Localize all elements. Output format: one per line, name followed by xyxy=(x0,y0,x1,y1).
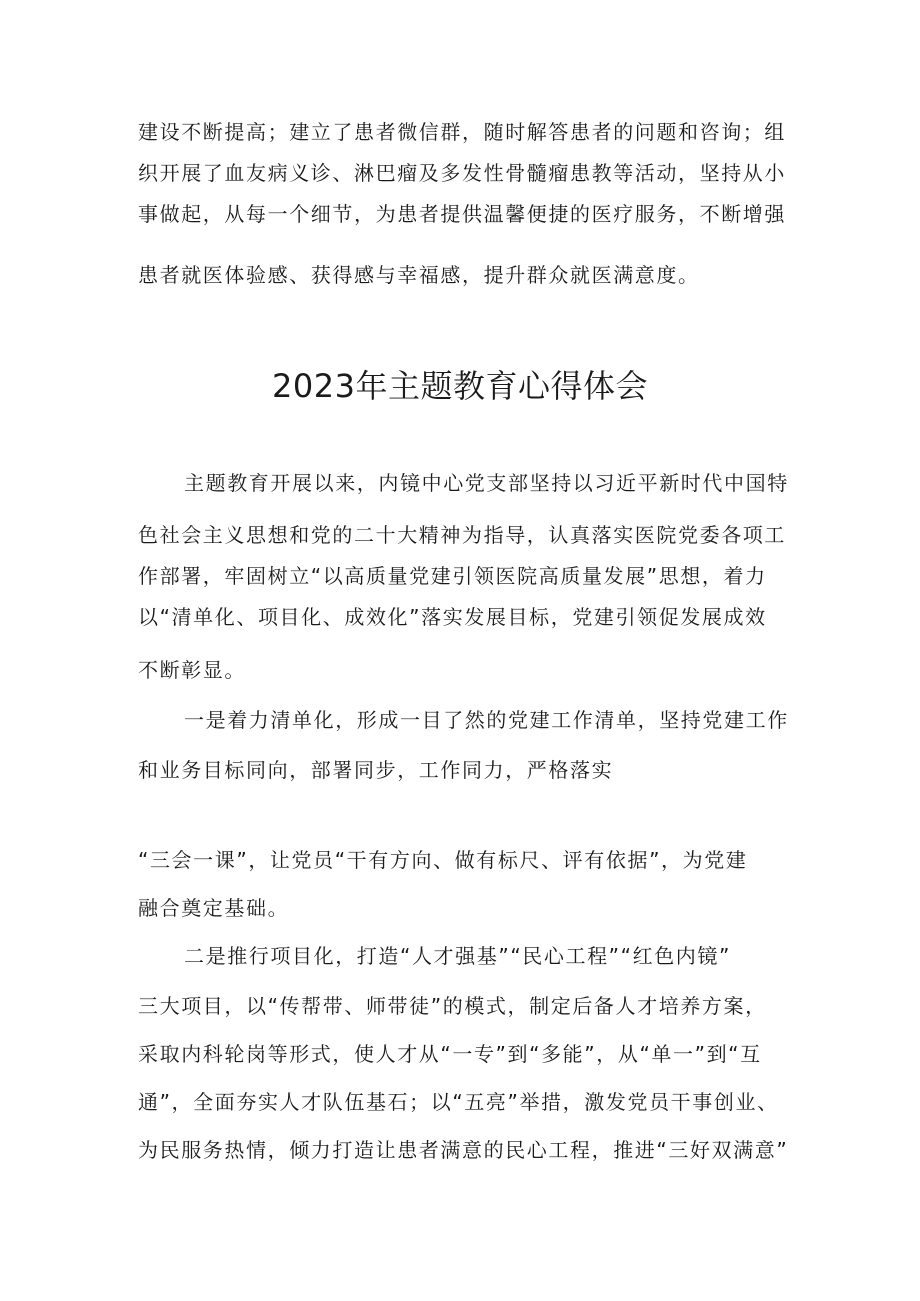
para2-line-3: “三会一课”，让党员“干有方向、做有标尺、评有依据”，为党建 xyxy=(138,848,748,872)
para3-line-1: 二是推行项目化，打造“人才强基”“民心工程”“红色内镜” xyxy=(184,944,731,968)
para1-line-4: 以“清单化、项目化、成效化”落实发展目标，党建引领促发展成效 xyxy=(138,605,767,629)
intro-line-4: 患者就医体验感、获得感与幸福感，提升群众就医满意度。 xyxy=(138,263,700,287)
intro-line-1: 建设不断提高；建立了患者微信群，随时解答患者的问题和咨询；组 xyxy=(138,120,786,144)
para1-line-3: 作部署，牢固树立“以高质量党建引领医院高质量发展”思想，着力 xyxy=(138,564,767,588)
intro-line-3: 事做起，从每一个细节，为患者提供温馨便捷的医疗服务，不断增强 xyxy=(138,202,786,226)
para1-line-2: 色社会主义思想和党的二十大精神为指导，认真落实医院党委各项工 xyxy=(138,523,786,547)
para3-line-4: 通”，全面夯实人才队伍基石；以“五亮”举措，激发党员干事创业、 xyxy=(138,1090,779,1114)
intro-line-2: 织开展了血友病义诊、淋巴瘤及多发性骨髓瘤患教等活动，坚持从小 xyxy=(138,161,786,185)
para2-line-1: 一是着力清单化，形成一目了然的党建工作清单，坚持党建工作 xyxy=(184,708,789,732)
para1-line-5: 不断彰显。 xyxy=(138,658,246,682)
para2-line-4: 融合奠定基础。 xyxy=(138,896,290,920)
para3-line-2: 三大项目，以“传帮带、师带徒”的模式，制定后备人才培养方案， xyxy=(138,994,767,1018)
para1-line-1: 主题教育开展以来，内镜中心党支部坚持以习近平新时代中国特 xyxy=(184,471,789,495)
para3-line-5: 为民服务热情，倾力打造让患者满意的民心工程，推进“三好双满意” xyxy=(138,1138,789,1162)
page-title: 2023年主题教育心得体会 xyxy=(272,367,648,405)
para3-line-3: 采取内科轮岗等形式，使人才从“一专”到“多能”，从“单一”到“互 xyxy=(138,1042,762,1066)
para2-line-2: 和业务目标同向，部署同步，工作同力，严格落实 xyxy=(138,758,614,782)
